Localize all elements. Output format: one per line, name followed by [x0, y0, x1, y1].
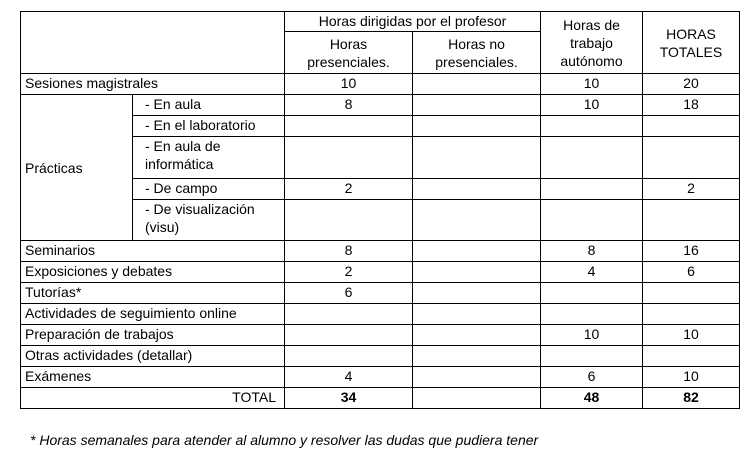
row-label: - De visualización (visu): [133, 200, 285, 241]
row-label: - De campo: [133, 179, 285, 200]
table-row: [21, 304, 740, 325]
cell-autonomo: [541, 283, 643, 304]
cell-presenciales: 2: [285, 262, 413, 283]
footnote: * Horas semanales para atender al alumno y resolver las dudas que pudiera tener: [30, 432, 539, 448]
header-totales: HORAS TOTALES: [643, 12, 740, 74]
total-autonomo: 48: [541, 388, 643, 409]
cell-no-presenciales: [413, 304, 541, 325]
row-label: Exámenes: [21, 367, 285, 388]
cell-autonomo: 8: [541, 241, 643, 262]
total-total: 82: [643, 388, 740, 409]
cell-presenciales: [285, 200, 413, 241]
cell-total: 10: [643, 367, 740, 388]
row-label: Seminarios: [21, 241, 285, 262]
cell-autonomo: [541, 116, 643, 137]
practicas-label: Prácticas: [21, 95, 133, 241]
cell-autonomo: 4: [541, 262, 643, 283]
cell-presenciales: [285, 304, 413, 325]
total-presenciales: 34: [285, 388, 413, 409]
cell-presenciales: 8: [285, 95, 413, 116]
cell-autonomo: [541, 137, 643, 179]
cell-autonomo: 10: [541, 325, 643, 346]
total-no-presenciales: [413, 388, 541, 409]
total-label: TOTAL: [21, 388, 285, 409]
cell-presenciales: [285, 116, 413, 137]
cell-total: [643, 304, 740, 325]
cell-no-presenciales: [413, 137, 541, 179]
cell-total: [643, 283, 740, 304]
header-no-presenciales: Horas no presenciales.: [413, 32, 541, 74]
cell-no-presenciales: [413, 200, 541, 241]
cell-autonomo: 6: [541, 367, 643, 388]
row-label: Preparación de trabajos: [21, 325, 285, 346]
header-empty-cell: [21, 12, 285, 74]
cell-no-presenciales: [413, 367, 541, 388]
cell-total: 20: [643, 74, 740, 95]
cell-total: [643, 116, 740, 137]
header-presenciales: Horas presenciales.: [285, 32, 413, 74]
cell-autonomo: [541, 304, 643, 325]
cell-no-presenciales: [413, 262, 541, 283]
row-label: - En aula de informática: [133, 137, 285, 179]
cell-autonomo: 10: [541, 74, 643, 95]
cell-presenciales: 8: [285, 241, 413, 262]
cell-total: 6: [643, 262, 740, 283]
cell-no-presenciales: [413, 241, 541, 262]
cell-autonomo: [541, 179, 643, 200]
row-label: Sesiones magistrales: [21, 74, 285, 95]
header-group-label: Horas dirigidas por el profesor: [285, 12, 541, 32]
row-label: Exposiciones y debates: [21, 262, 285, 283]
table-row: [21, 262, 740, 283]
cell-presenciales: 6: [285, 283, 413, 304]
cell-no-presenciales: [413, 74, 541, 95]
header-row-1: [21, 12, 740, 32]
cell-total: 16: [643, 241, 740, 262]
cell-no-presenciales: [413, 179, 541, 200]
cell-no-presenciales: [413, 95, 541, 116]
cell-no-presenciales: [413, 283, 541, 304]
cell-no-presenciales: [413, 116, 541, 137]
table-row: [21, 346, 740, 367]
row-label: Actividades de seguimiento online: [21, 304, 285, 325]
total-row: [21, 388, 740, 409]
hours-table: [20, 11, 740, 409]
cell-total: 18: [643, 95, 740, 116]
table-row: [21, 241, 740, 262]
table-row: [21, 283, 740, 304]
cell-total: [643, 346, 740, 367]
cell-presenciales: 10: [285, 74, 413, 95]
table-row: [21, 74, 740, 95]
row-label: - En el laboratorio: [133, 116, 285, 137]
table-row: [21, 95, 740, 116]
row-label: - En aula: [133, 95, 285, 116]
cell-no-presenciales: [413, 346, 541, 367]
table-row: [21, 325, 740, 346]
cell-total: 2: [643, 179, 740, 200]
cell-presenciales: [285, 346, 413, 367]
cell-presenciales: 2: [285, 179, 413, 200]
cell-total: 10: [643, 325, 740, 346]
cell-no-presenciales: [413, 325, 541, 346]
table-row: [21, 367, 740, 388]
row-label: Tutorías*: [21, 283, 285, 304]
cell-total: [643, 200, 740, 241]
row-label: Otras actividades (detallar): [21, 346, 285, 367]
cell-presenciales: [285, 137, 413, 179]
cell-autonomo: [541, 346, 643, 367]
cell-autonomo: [541, 200, 643, 241]
cell-presenciales: [285, 325, 413, 346]
cell-total: [643, 137, 740, 179]
cell-presenciales: 4: [285, 367, 413, 388]
header-autonomo: Horas de trabajo autónomo: [541, 12, 643, 74]
cell-autonomo: 10: [541, 95, 643, 116]
